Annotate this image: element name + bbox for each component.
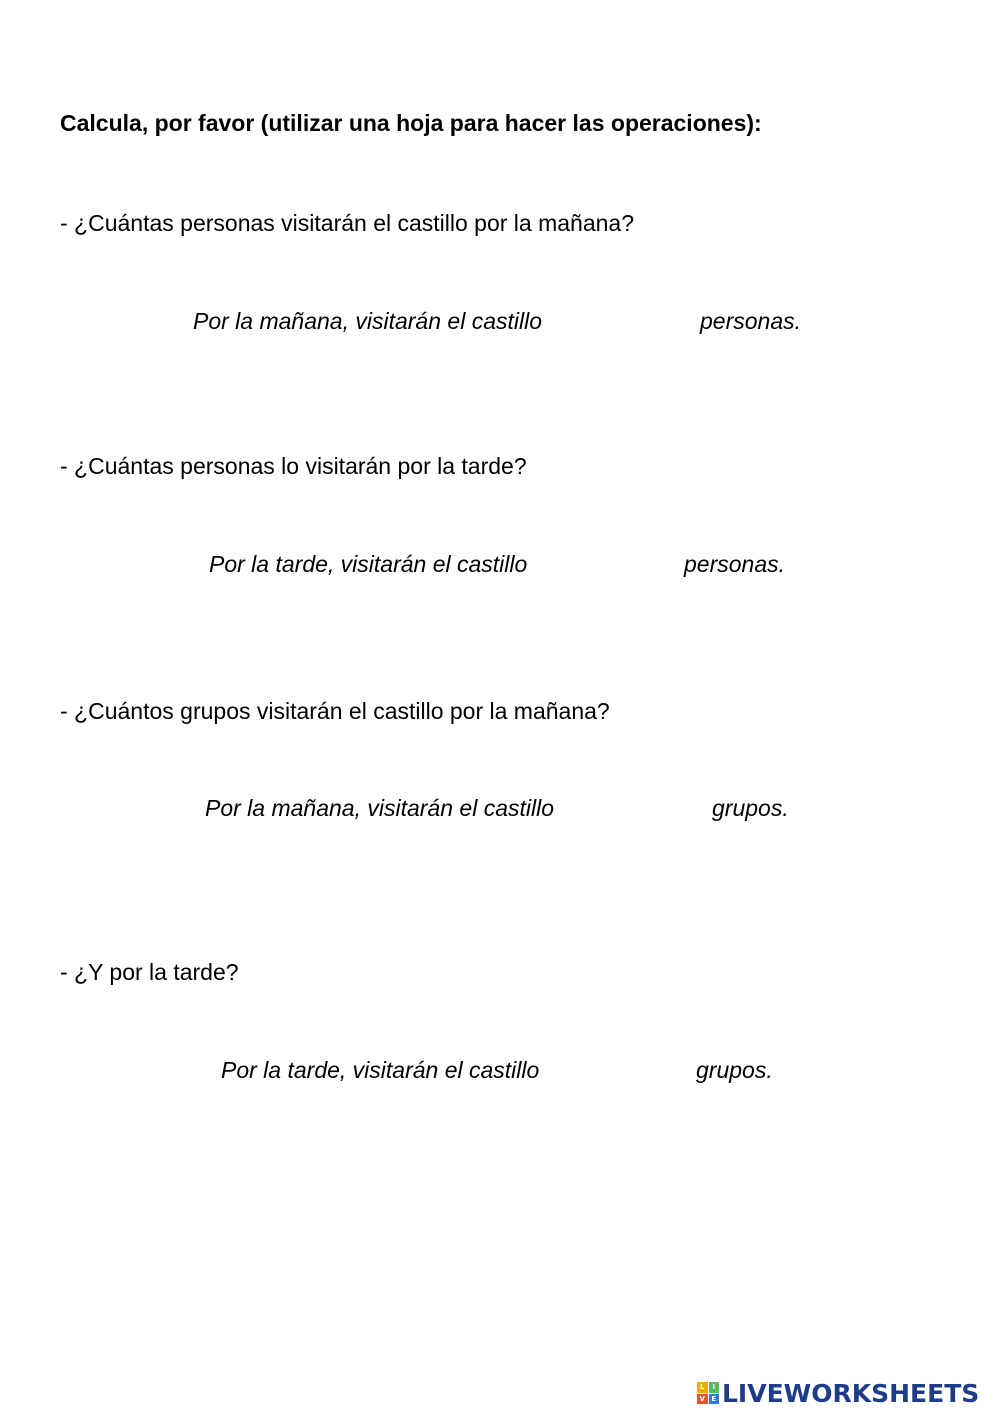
question-4: - ¿Y por la tarde? <box>60 959 239 985</box>
liveworksheets-logo-text: LIVEWORKSHEETS <box>722 1378 980 1408</box>
answer-2-blank[interactable] <box>559 549 677 579</box>
answer-3-unit: grupos. <box>712 795 789 821</box>
question-1: - ¿Cuántas personas visitarán el castillo por la mañana? <box>60 210 635 236</box>
answer-3-blank[interactable] <box>587 793 705 823</box>
logo-letter-v: V <box>697 1394 708 1405</box>
answer-4-prefix: Por la tarde, visitarán el castillo <box>221 1057 540 1083</box>
answer-4-unit: grupos. <box>696 1057 773 1083</box>
answer-1-prefix: Por la mañana, visitarán el castillo <box>193 308 542 334</box>
answer-2-prefix: Por la tarde, visitarán el castillo <box>209 551 528 577</box>
logo-letter-e: E <box>709 1394 720 1405</box>
liveworksheets-logo-icon <box>697 1382 719 1404</box>
answer-4-blank[interactable] <box>571 1055 689 1085</box>
answer-1-blank[interactable] <box>575 306 693 336</box>
worksheet-title: Calcula, por favor (utilizar una hoja para hacer las operaciones): <box>60 110 762 136</box>
logo-letter-l: L <box>697 1382 708 1393</box>
question-2: - ¿Cuántas personas lo visitarán por la tarde? <box>60 453 527 479</box>
answer-1-unit: personas. <box>700 308 802 334</box>
question-3: - ¿Cuántos grupos visitarán el castillo por la mañana? <box>60 698 610 724</box>
logo-letter-i: I <box>709 1382 720 1393</box>
liveworksheets-logo <box>697 1378 979 1408</box>
answer-3-prefix: Por la mañana, visitarán el castillo <box>205 795 554 821</box>
answer-2-unit: personas. <box>684 551 786 577</box>
